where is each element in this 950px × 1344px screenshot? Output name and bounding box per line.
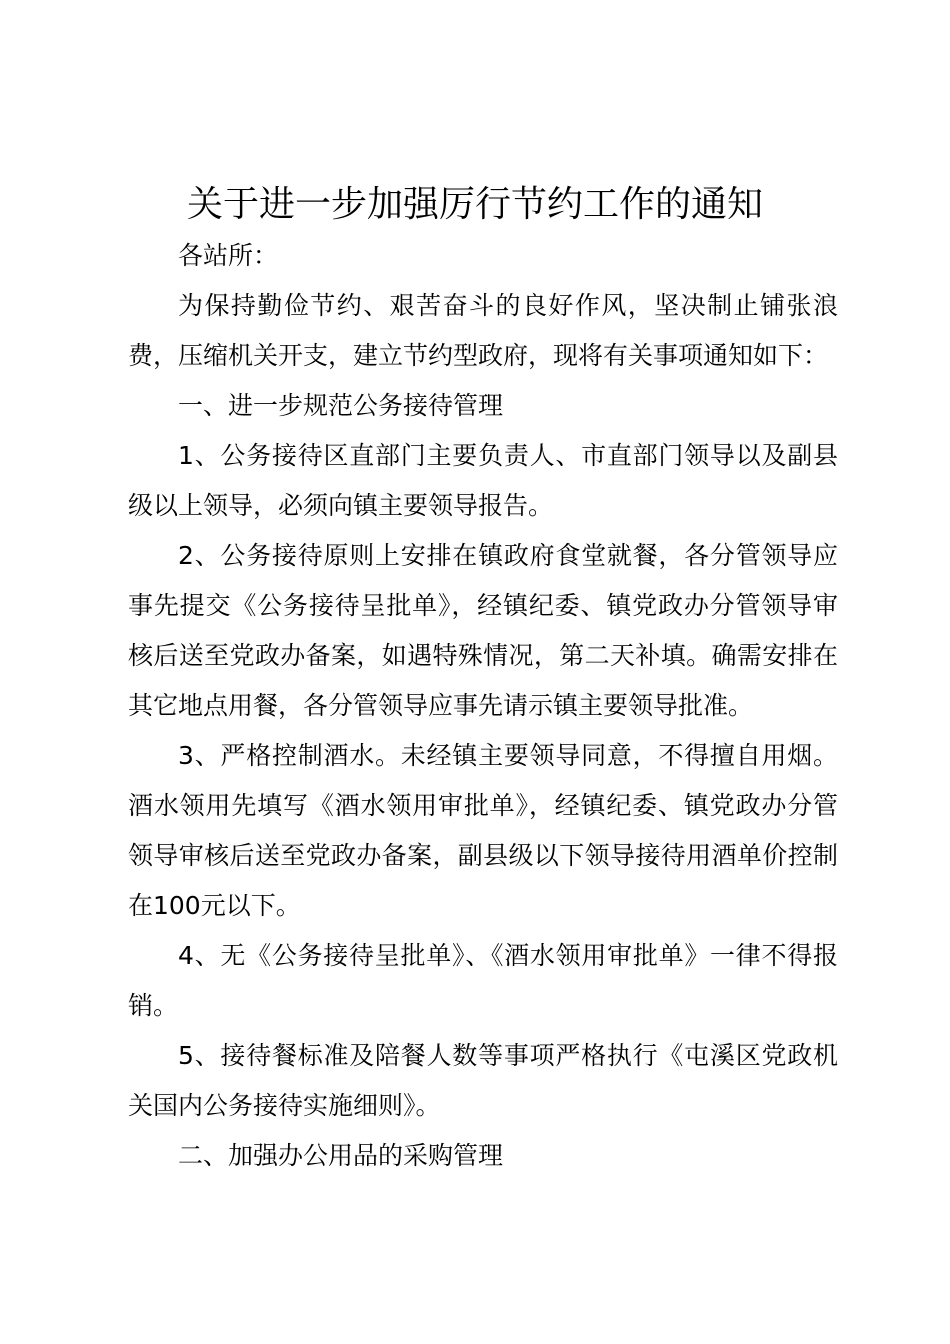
section-heading-1: 一、进一步规范公务接待管理 — [178, 391, 504, 420]
paragraph-item-5: 5、接待餐标准及陪餐人数等事项严格执行《屯溪区党政机关国内公务接待实施细则》。 — [128, 1041, 838, 1120]
document-body — [128, 231, 838, 1181]
paragraph-item-4: 4、无《公务接待呈批单》、《酒水领用审批单》一律不得报销。 — [128, 941, 838, 1020]
salutation: 各站所： — [178, 241, 279, 270]
paragraph-item-3: 3、严格控制酒水。未经镇主要领导同意，不得擅自用烟。酒水领用先填写《酒水领用审批单》，经镇纪委、镇党政办分管领导审核后送至党政办备案，副县级以下领导接待用酒单价控制在100元以下。 — [128, 741, 838, 920]
document-title: 关于进一步加强厉行节约工作的通知 — [186, 184, 763, 225]
paragraph-item-2: 2、公务接待原则上安排在镇政府食堂就餐，各分管领导应事先提交《公务接待呈批单》，经镇纪委、镇党政办分管领导审核后送至党政办备案，如遇特殊情况，第二天补填。确需安排在其它地点用餐，各分管领导应事先请示镇主要领导批准。 — [128, 541, 838, 720]
paragraph-item-1: 1、公务接待区直部门主要负责人、市直部门领导以及副县级以上领导，必须向镇主要领导报告。 — [128, 441, 838, 520]
paragraph-intro: 为保持勤俭节约、艰苦奋斗的良好作风，坚决制止铺张浪费，压缩机关开支，建立节约型政府，现将有关事项通知如下： — [128, 291, 838, 370]
section-heading-2: 二、加强办公用品的采购管理 — [178, 1141, 504, 1170]
